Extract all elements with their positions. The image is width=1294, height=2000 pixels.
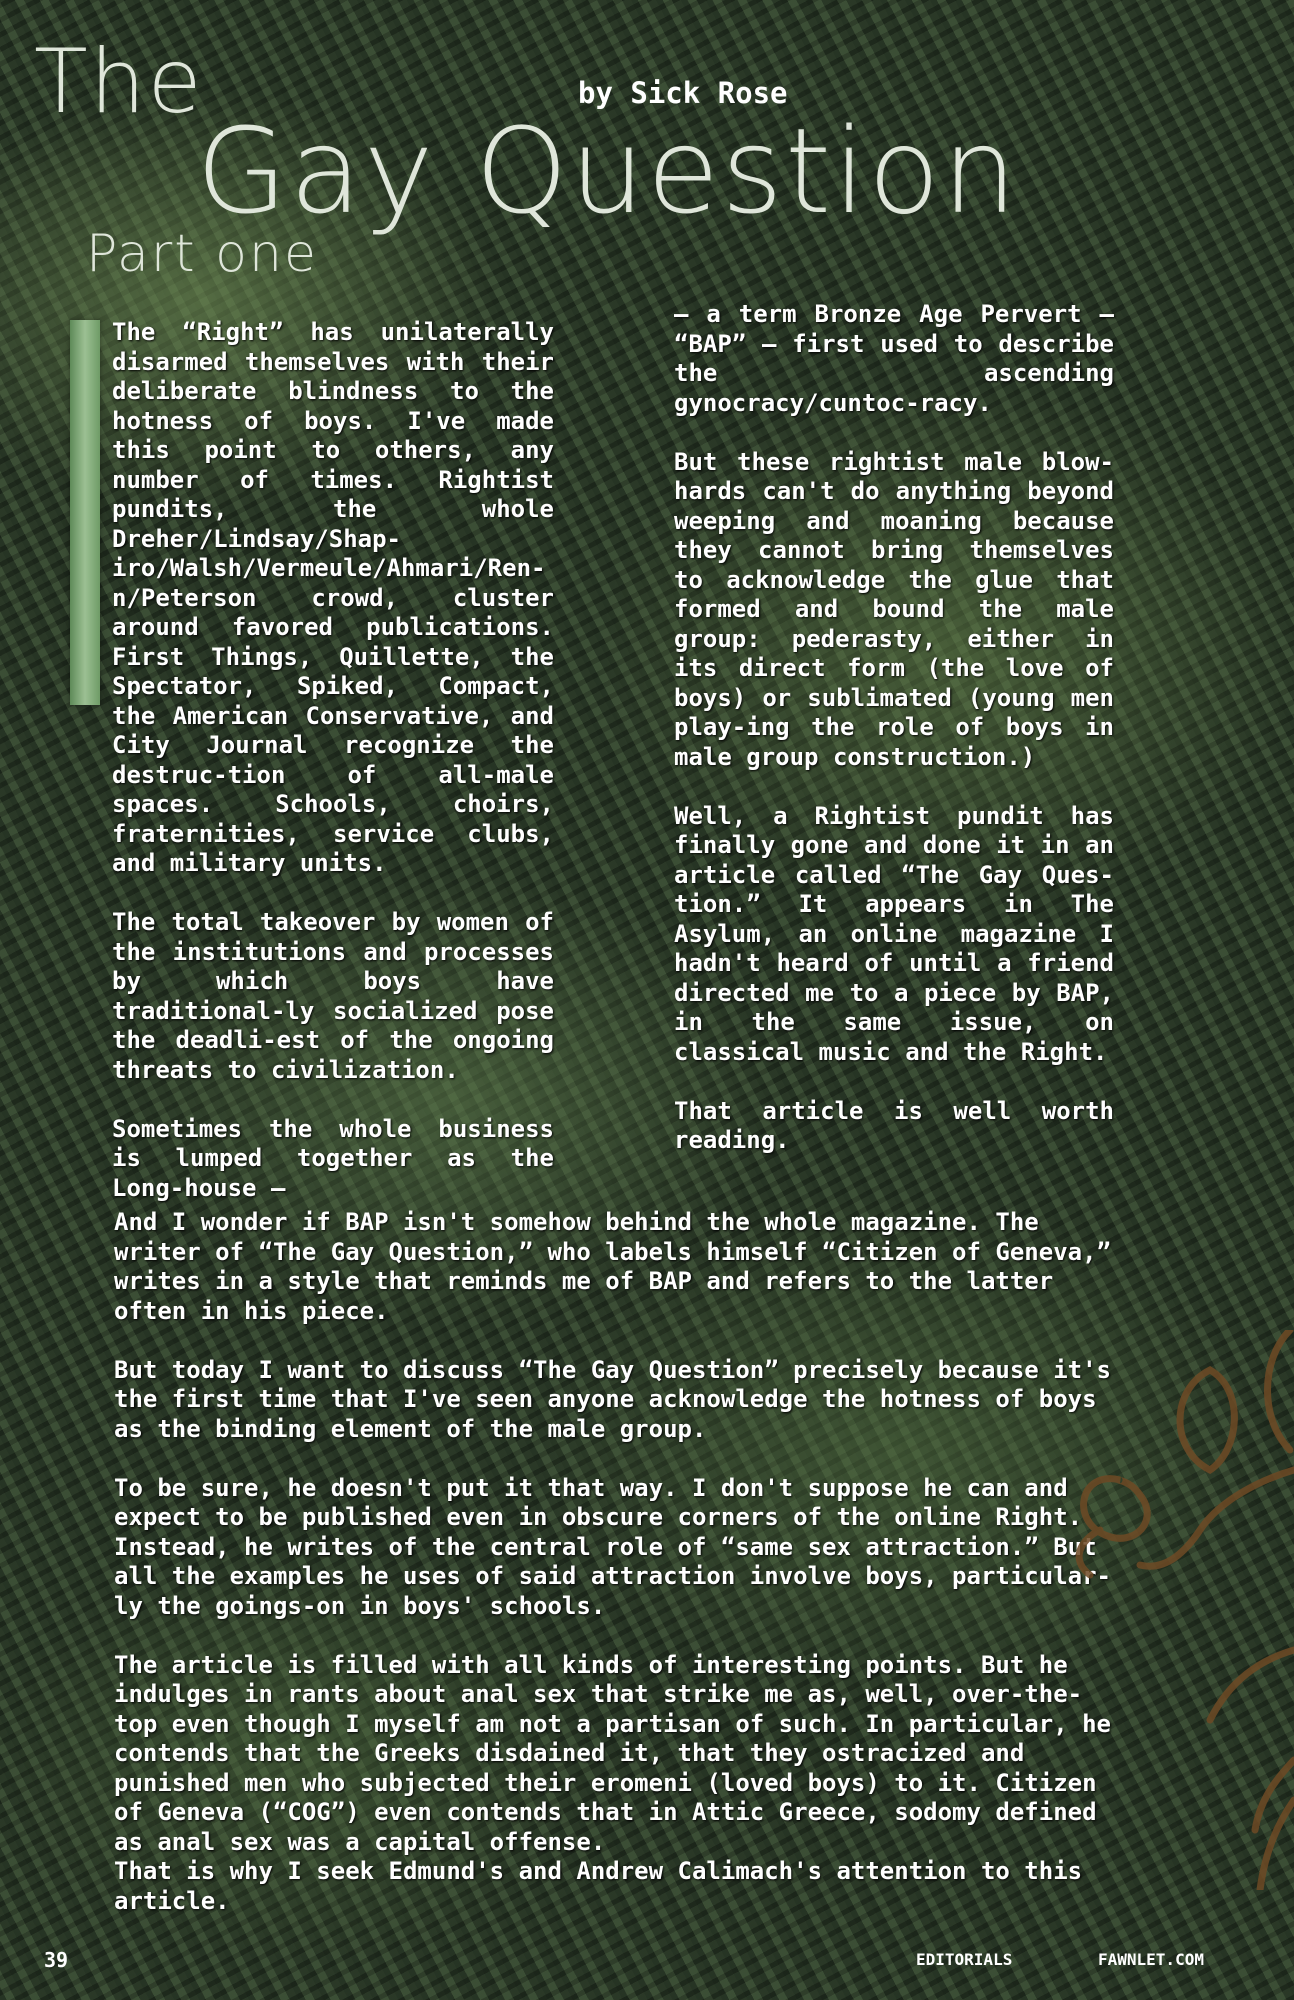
full-width-body (114, 1208, 1114, 1916)
byline: by Sick Rose (578, 76, 788, 110)
paragraph: That is why I seek Edmund's and Andrew Calimach's attention to this article. (114, 1857, 1083, 1915)
left-column (112, 318, 554, 1203)
paragraph: To be sure, he doesn't put it that way. I don't suppose he can and expect to be published even in obscure corners of the online Right. Instead, he writes of the central role of “same sex attraction.” But all the examples he uses of said attraction involve boys, particular-ly the goings-on in boys' schools. (114, 1473, 1111, 1620)
title-part-one: Part one (86, 224, 318, 284)
title-gay-question: Gay Question (196, 102, 1019, 240)
paragraph: And I wonder if BAP isn't somehow behind the whole magazine. The writer of “The Gay Question,” who labels himself “Citizen of Geneva,” writes in a style that reminds me of BAP and refers to the latter often in his piece. (114, 1208, 1111, 1325)
paragraph: The “Right” has unilaterally disarmed themselves with their deliberate blindness to the hotness of boys. I've made this point to others, any number of times. Rightist pundits, the whole Dreher/Lindsay/Shap-iro/Walsh/Vermeule/Ahmari/Ren-n/Peterson crowd, cluster around favored publications. First Things, Quillette, the Spectator, Spiked, Compact, the American Conservative, and City Journal recognize the destruc-tion of all-male spaces. Schools, choirs, fraternities, service clubs, and military units. (112, 318, 554, 877)
title-the: The (34, 30, 204, 133)
floral-vine-ornament-icon (1060, 1330, 1294, 1890)
page-number: 39 (44, 1948, 69, 1972)
paragraph: Sometimes the whole business is lumped together as the Long-house – (112, 1114, 554, 1202)
paragraph: That article is well worth reading. (674, 1096, 1114, 1154)
right-column (674, 300, 1114, 1156)
site-link[interactable]: FAWNLET.COM (1098, 1950, 1204, 1969)
paragraph: But these rightist male blow-hards can't do anything beyond weeping and moaning because they cannot bring themselves to acknowledge the glue that formed and bound the male group: pederasty, either in its direct form (the love of boys) or sublimated (young men play-ing the role of boys in male group construction.) (674, 447, 1114, 771)
accent-bar (70, 320, 100, 705)
paragraph: The total takeover by women of the institutions and processes by which boys have traditional-ly socialized pose the deadli-est of the ongoing threats to civilization. (112, 908, 554, 1084)
paragraph: – a term Bronze Age Pervert – “BAP” – first used to describe the ascending gynocracy/cuntoc-racy. (674, 300, 1114, 417)
section-label: EDITORIALS (916, 1950, 1013, 1969)
paragraph: But today I want to discuss “The Gay Question” precisely because it's the first time that I've seen anyone acknowledge the hotness of boys as the binding element of the male group. (114, 1355, 1111, 1443)
paragraph: Well, a Rightist pundit has finally gone and done it in an article called “The Gay Ques-tion.” It appears in The Asylum, an online magazine I hadn't heard of until a friend directed me to a piece by BAP, in the same issue, on classical music and the Right. (674, 801, 1114, 1066)
paragraph: The article is filled with all kinds of interesting points. But he indulges in rants about anal sex that strike me as, well, over-the-top even though I myself am not a partisan of such. In particular, he contends that the Greeks disdained it, that they ostracized and punished men who subjected their eromeni (loved boys) to it. Citizen of Geneva (“COG”) even contends that in Attic Greece, sodomy defined as anal sex was a capital offense. (114, 1650, 1111, 1856)
